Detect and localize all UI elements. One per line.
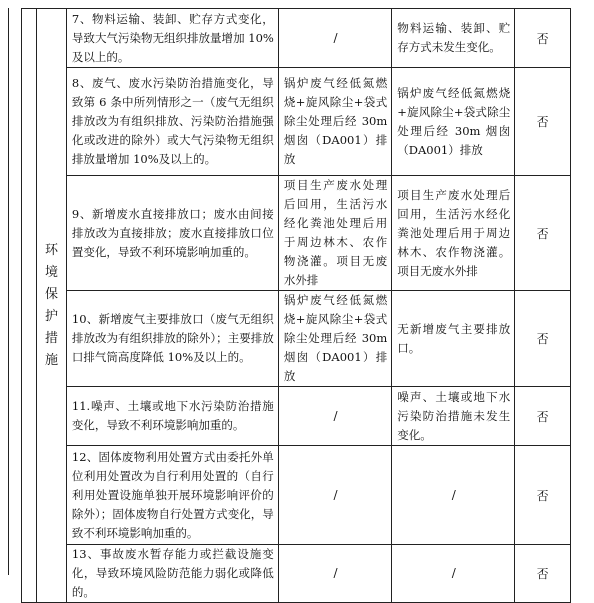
table-row: [22, 68, 571, 176]
requirement-cell: 11.噪声、土壤或地下水污染防治措施变化，导致不利环境影响加重的。: [66, 387, 278, 446]
table-row: [22, 387, 571, 446]
category-char: 境: [44, 264, 58, 280]
actual-cell: 无新增废气主要排放口。: [392, 291, 515, 387]
requirement-cell: 8、废气、废水污染防治措施变化，导致第 6 条中所列情形之一（废气无组织排放改为有组织排放、污染防治措施强化或改进的除外）或大气污染物无组织排放量增加 10%及以上的。: [66, 68, 278, 176]
actual-cell: 锅炉废气经低氮燃烧+旋风除尘+袋式除尘处理后经 30m 烟囱（DA001）排放: [392, 68, 515, 176]
eia-cell: 项目生产废水处理后回用，生活污水经化粪池处理后用于周边林木、农作物浇灌。项目无废水外排: [278, 176, 391, 291]
eia-cell: 锅炉废气经低氮燃烧+旋风除尘+袋式除尘处理后经 30m 烟囱（DA001）排放: [278, 291, 391, 387]
table-row: [22, 176, 571, 291]
category-char: 护: [44, 308, 58, 324]
answer-cell: 否: [515, 387, 571, 446]
actual-cell: /: [392, 545, 515, 603]
category-char: 环: [44, 242, 58, 258]
requirement-cell: 10、新增废气主要排放口（废气无组织排放改为有组织排放的除外）；主要排放口排气筒高度降低 10%及以上的。: [66, 291, 278, 387]
outer-left-border: [8, 8, 9, 575]
requirement-cell: 9、新增废水直接排放口；废水由间接排放改为直接排放；废水直接排放口位置变化，导致不利环境影响加重的。: [66, 176, 278, 291]
table-row: [22, 545, 571, 603]
category-char: 施: [44, 352, 58, 368]
requirement-cell: 12、固体废物利用处置方式由委托外单位利用处置改为自行利用处置的（自行利用处置设施单独开展环境影响评价的除外）；固体废物自行处置方式变化，导致不利环境影响加重的。: [66, 446, 278, 545]
category-char: 措: [44, 330, 58, 346]
answer-cell: 否: [515, 176, 571, 291]
eia-cell: /: [278, 446, 391, 545]
change-assessment-table: [21, 8, 571, 603]
answer-cell: 否: [515, 545, 571, 603]
answer-cell: 否: [515, 68, 571, 176]
category-char: 保: [44, 286, 58, 302]
eia-cell: /: [278, 9, 391, 68]
category-cell: [36, 9, 66, 603]
answer-cell: 否: [515, 446, 571, 545]
eia-cell: /: [278, 545, 391, 603]
left-blank-cell: [22, 9, 37, 603]
actual-cell: 项目生产废水处理后回用，生活污水经化粪池处理后用于周边林木、农作物浇灌。项目无废水外排: [392, 176, 515, 291]
requirement-cell: 7、物料运输、装卸、贮存方式变化，导致大气污染物无组织排放量增加 10%及以上的。: [66, 9, 278, 68]
eia-cell: /: [278, 387, 391, 446]
table-row: [22, 291, 571, 387]
answer-cell: 否: [515, 9, 571, 68]
answer-cell: 否: [515, 291, 571, 387]
table-row: [22, 9, 571, 68]
table-row: [22, 446, 571, 545]
eia-cell: 锅炉废气经低氮燃烧+旋风除尘+袋式除尘处理后经 30m 烟囱（DA001）排放: [278, 68, 391, 176]
actual-cell: 物料运输、装卸、贮存方式未发生变化。: [392, 9, 515, 68]
actual-cell: /: [392, 446, 515, 545]
requirement-cell: 13、事故废水暂存能力或拦截设施变化，导致环境风险防范能力弱化或降低的。: [66, 545, 278, 603]
actual-cell: 噪声、土壤或地下水污染防治措施未发生变化。: [392, 387, 515, 446]
